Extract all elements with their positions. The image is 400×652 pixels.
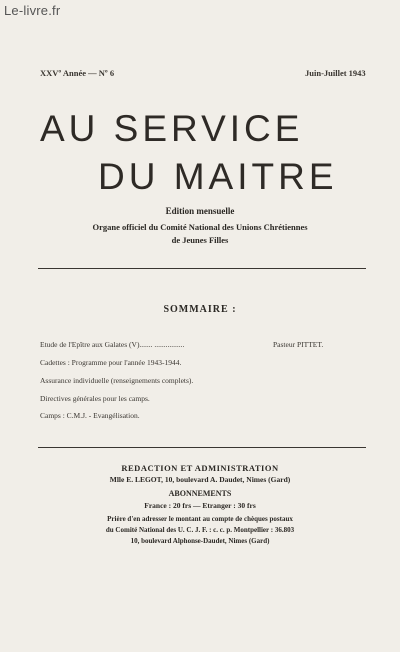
payment-note-line-1: Prière d'en adresser le montant au compte de chèques postaux: [107, 515, 293, 523]
organe-line-2: de Jeunes Filles: [171, 235, 229, 245]
toc-item: [40, 340, 184, 349]
title-line-2: DU MAITRE: [98, 156, 338, 197]
abonnements-heading: ABONNEMENTS: [168, 489, 232, 498]
title-line-1: AU SERVICE: [40, 108, 304, 149]
divider-bottom: [38, 447, 366, 448]
toc-item: [40, 411, 140, 420]
toc-item: [40, 358, 181, 367]
toc-item: [40, 394, 150, 403]
toc-item-title: Cadettes : Programme pour l'année 1943-1944.: [40, 358, 182, 367]
toc-item-title: Camps : C.M.J. - Evangélisation.: [40, 411, 140, 420]
edition-label: Edition mensuelle: [165, 206, 235, 216]
payment-note-line-2: du Comité National des U. C. J. F. : c. c. p. Montpellier : 36.803: [105, 526, 295, 534]
toc-item: [40, 376, 193, 385]
divider-top: [38, 268, 366, 269]
toc-item-title: Assurance individuelle (renseignements complets).: [40, 376, 194, 385]
toc-item-title: Etude de l'Epître aux Galates (V)....... ................: [40, 340, 185, 349]
redaction-heading: REDACTION ET ADMINISTRATION: [121, 463, 279, 473]
editor-address: Mlle E. LEGOT, 10, boulevard A. Daudet, Nimes (Gard): [109, 475, 291, 484]
payment-note-line-3: 10, boulevard Alphonse-Daudet, Nimes (Gard): [130, 537, 270, 545]
sommaire-heading: SOMMAIRE :: [163, 304, 237, 315]
subscription-prices: France : 20 frs — Etranger : 30 frs: [144, 501, 256, 510]
toc-item-title: Directives générales pour les camps.: [40, 394, 150, 403]
watermark: Le-livre.fr: [4, 3, 61, 18]
toc-item-author: Pasteur PITTET.: [273, 340, 324, 349]
issue-number: XXVº Année — Nº 6: [40, 68, 115, 78]
issue-date: Juin-Juillet 1943: [305, 68, 366, 78]
organe-line-1: Organe officiel du Comité National des Unions Chrétiennes: [92, 222, 308, 232]
